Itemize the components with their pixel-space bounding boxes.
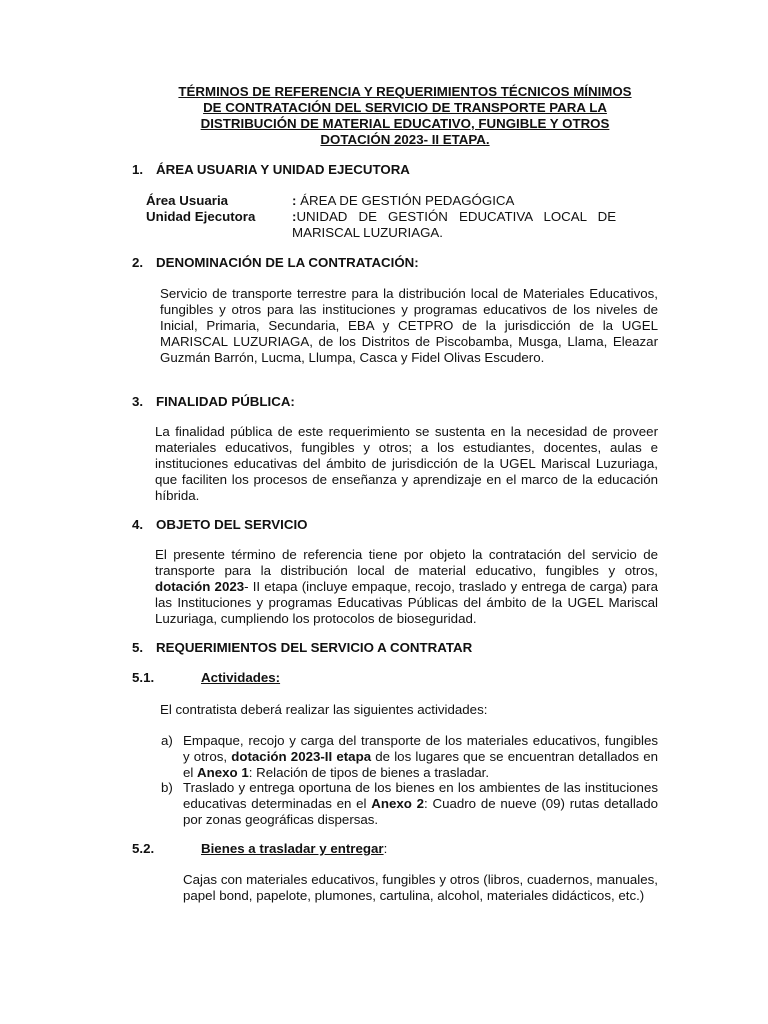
section-number: 1. xyxy=(132,162,144,177)
document-title xyxy=(100,84,710,148)
section-title: FINALIDAD PÚBLICA: xyxy=(156,394,295,409)
section-title: ÁREA USUARIA Y UNIDAD EJECUTORA xyxy=(156,162,410,177)
subsection-5-1-title: Actividades: xyxy=(201,670,281,685)
section-1-heading xyxy=(132,162,410,178)
title-line-4: DOTACIÓN 2023- II ETAPA. xyxy=(320,132,490,147)
area-usuaria-label: Área Usuaria xyxy=(146,193,229,208)
subsection-5-2-number: 5.2. xyxy=(132,841,155,856)
section-3-heading xyxy=(132,394,295,410)
list-marker: b) xyxy=(161,780,173,795)
subsection-5-1-intro: El contratista deberá realizar las siguientes actividades: xyxy=(160,702,488,717)
title-line-3: DISTRIBUCIÓN DE MATERIAL EDUCATIVO, FUNGIBLE Y OTROS xyxy=(200,116,610,131)
list-item-a: a) Empaque, recojo y carga del transporte de los materiales educativos, fungibles y otros, dotación 2023-II etapa de los lugares que se encuentran detallados en el Anexo 1: Relación de tipos de bienes a trasladar. xyxy=(161,733,658,780)
section-3-body: La finalidad pública de este requerimiento se sustenta en la necesidad de proveer materiales educativos, fungibles y otros; a los estudiantes, docentes, aulas e instituciones educativas del ámbito de jurisdicción de la UGEL Mariscal Luzuriaga, que faciliten los procesos de enseñanza y aprendizaje en el marco de la educación híbrida. xyxy=(155,424,658,503)
section-title: REQUERIMIENTOS DEL SERVICIO A CONTRATAR xyxy=(156,640,473,655)
section-4-body: El presente término de referencia tiene por objeto la contratación del servicio de transporte para la distribución local de material educativo, fungibles y otros, dotación 2023- II etapa (incluye empaque, recojo, traslado y entrega de carga) para las Instituciones y programas Educativas Públicas del ámbito de la UGEL Mariscal Luzuriaga, cumpliendo los protocolos de bioseguridad. xyxy=(155,547,658,626)
section-5-heading xyxy=(132,640,472,656)
unidad-ejecutora-label: Unidad Ejecutora xyxy=(146,209,256,224)
subsection-5-1-number: 5.1. xyxy=(132,670,155,685)
section-4-heading xyxy=(132,517,307,533)
subsection-5-2-body: Cajas con materiales educativos, fungibles y otros (libros, cuadernos, manuales, papel bond, papelote, plumones, cartulina, alcohol, materiales didácticos, etc.) xyxy=(183,872,658,903)
section-2-heading xyxy=(132,255,419,271)
section-title: OBJETO DEL SERVICIO xyxy=(156,517,308,532)
section-number: 4. xyxy=(132,517,144,532)
subsection-5-2-title: Bienes a trasladar y entregar: xyxy=(201,841,388,856)
unidad-ejecutora-value: :UNIDAD DE GESTIÓN EDUCATIVA LOCAL DE xyxy=(292,209,617,224)
list-marker: a) xyxy=(161,733,173,748)
section-2-body: Servicio de transporte terrestre para la distribución local de Materiales Educativos, fungibles y otros para las instituciones y programas educativos de los niveles de Inicial, Primaria, Secundaria, EBA y CETPRO de la jurisdicción de la UGEL MARISCAL LUZURIAGA, de los Distritos de Piscobamba, Musga, Llama, Eleazar Guzmán Barrón, Lucma, Llumpa, Casca y Fidel Olivas Escudero. xyxy=(160,286,658,365)
area-usuaria-value: : ÁREA DE GESTIÓN PEDAGÓGICA xyxy=(292,193,515,208)
dotacion-bold: dotación 2023 xyxy=(155,579,245,594)
title-line-2: DE CONTRATACIÓN DEL SERVICIO DE TRANSPORTE PARA LA xyxy=(203,100,607,115)
title-line-1: TÉRMINOS DE REFERENCIA Y REQUERIMIENTOS TÉCNICOS MÍNIMOS xyxy=(178,84,632,99)
section-number: 5. xyxy=(132,640,144,655)
list-item-b: b) Traslado y entrega oportuna de los bienes en los ambientes de las instituciones educativas determinadas en el Anexo 2: Cuadro de nueve (09) rutas detallado por zonas geográficas dispersas. xyxy=(161,780,658,827)
section-title: DENOMINACIÓN DE LA CONTRATACIÓN: xyxy=(156,255,419,270)
section-number: 2. xyxy=(132,255,144,270)
section-number: 3. xyxy=(132,394,144,409)
unidad-ejecutora-value-cont: MARISCAL LUZURIAGA. xyxy=(292,225,443,240)
